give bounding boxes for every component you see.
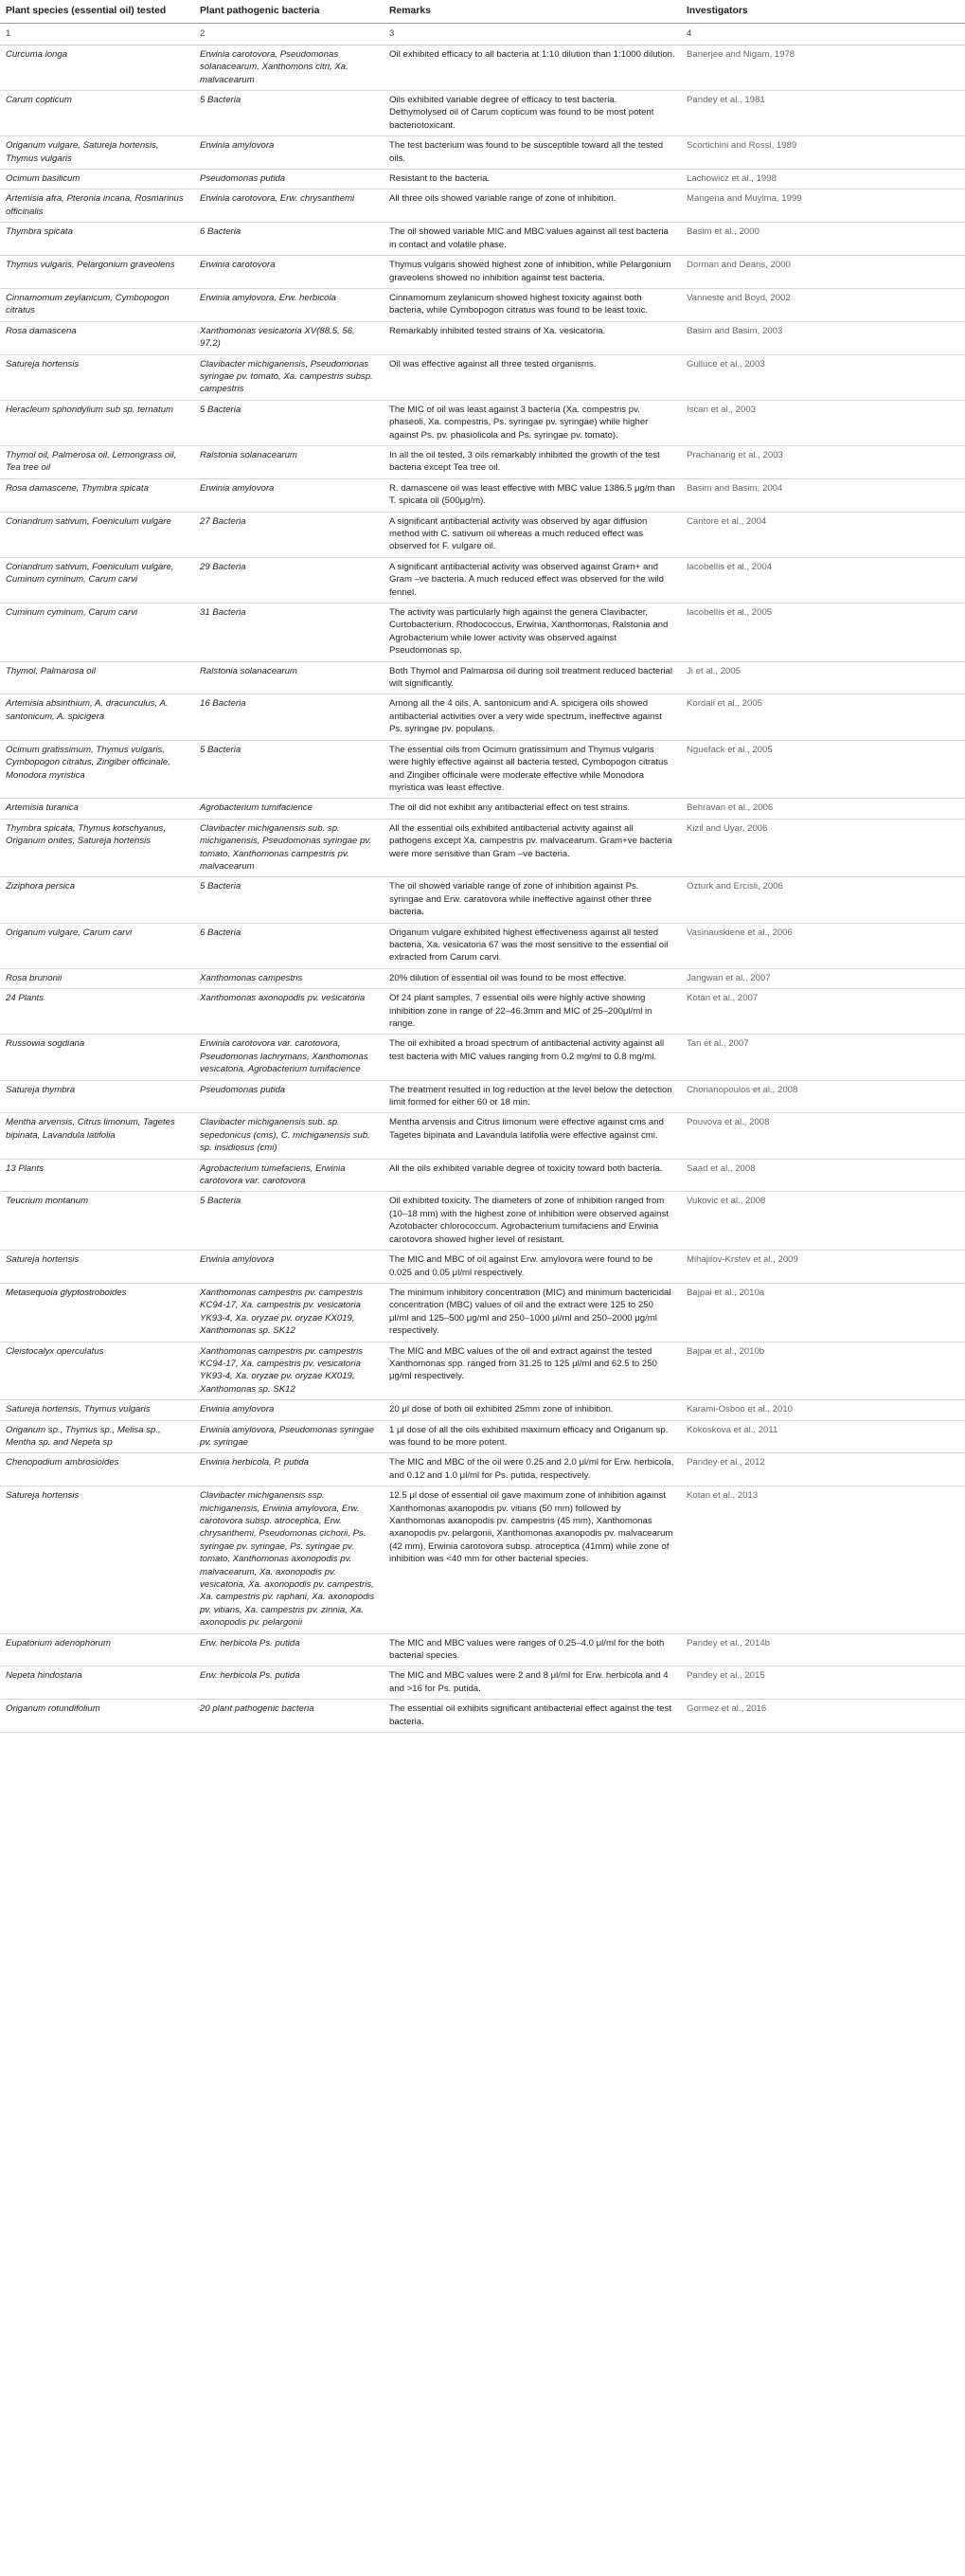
cell-plant-species: Nepeta hindostana	[0, 1666, 194, 1700]
cell-plant-species: Origanum vulgare, Carum carvi	[0, 923, 194, 968]
table-row	[0, 1420, 965, 1453]
cell-pathogenic-bacteria: Erwinia amylovora	[194, 478, 384, 512]
table-row	[0, 45, 965, 90]
cell-pathogenic-bacteria: Erwinia amylovora	[194, 1251, 384, 1284]
cell-plant-species: Carum copticum	[0, 91, 194, 136]
cell-investigators: Iacobellis et al., 2004	[681, 557, 965, 603]
cell-investigators: Banerjee and Nigam, 1978	[681, 45, 965, 90]
cell-investigators: Basim and Basim, 2004	[681, 478, 965, 512]
cell-plant-species: Origanum rotundifolium	[0, 1700, 194, 1733]
cell-plant-species: Origanum vulgare, Satureja hortensis, Thymus vulgaris	[0, 136, 194, 170]
table-row	[0, 288, 965, 321]
table-row	[0, 968, 965, 988]
table-row	[0, 1035, 965, 1080]
cell-investigators: Iscan et al., 2003	[681, 400, 965, 445]
cell-plant-species: Rosa brunonii	[0, 968, 194, 988]
cell-remarks: The test bacterium was found to be susceptible toward all the tested oils.	[384, 136, 681, 170]
table-row	[0, 923, 965, 968]
cell-investigators: Mihajilov-Krstev et al., 2009	[681, 1251, 965, 1284]
cell-pathogenic-bacteria: Erwinia amylovora	[194, 1400, 384, 1420]
table-row	[0, 478, 965, 512]
cell-remarks: The oil showed variable range of zone of inhibition against Ps. syringae and Erw. caratovora while ineffective against other three bacteria.	[384, 877, 681, 923]
table-row	[0, 256, 965, 289]
cell-remarks: The minimum inhibitory concentration (MIC) and minimum bactericidal concentration (MBC) values of oil and the extract were 125 to 250 μl/ml and 125–500 μg/ml and 250–1000 μl/ml and 250–2000 μg/ml respectively.	[384, 1283, 681, 1342]
cell-plant-species: Cinnamomum zeylanicum, Cymbopogon citratus	[0, 288, 194, 321]
cell-remarks: The oil exhibited a broad spectrum of antibacterial activity against all test bacteria with MIC values ranging from 0.2 mg/ml to 0.8 mg/ml.	[384, 1035, 681, 1080]
cell-investigators: Pandey et al., 2012	[681, 1453, 965, 1486]
header-investigators: Investigators	[681, 0, 965, 24]
table-row	[0, 1251, 965, 1284]
cell-plant-species: Artemisia turanica	[0, 799, 194, 819]
table-row	[0, 170, 965, 189]
cell-pathogenic-bacteria: 5 Bacteria	[194, 1192, 384, 1251]
cell-investigators: Mangena and Muyima, 1999	[681, 189, 965, 223]
cell-pathogenic-bacteria: Erwinia herbicola, P. putida	[194, 1453, 384, 1486]
cell-pathogenic-bacteria: 31 Bacteria	[194, 603, 384, 662]
table-row	[0, 661, 965, 694]
cell-remarks: All three oils showed variable range of zone of inhibition.	[384, 189, 681, 223]
cell-pathogenic-bacteria: 5 Bacteria	[194, 91, 384, 136]
cell-investigators: Gormez et al., 2016	[681, 1700, 965, 1733]
cell-investigators: Bajpai et al., 2010a	[681, 1283, 965, 1342]
cell-investigators: Vukovic et al., 2008	[681, 1192, 965, 1251]
cell-remarks: 12.5 μl dose of essential oil gave maximum zone of inhibition against Xanthomonas axanopodis pv. vitians (50 mm) followed by Xanthomonas axanopodis pv. campestris (45 mm), Xanthomonas axanopodis pv. pelargonii, Xanthomonas axanopodis pv. malvacearum (42 mm), Erwinia carotovora subsp. atroceptica (41mm) while zone of inhibition was <40 mm for other bacterial species.	[384, 1486, 681, 1633]
table-row	[0, 1192, 965, 1251]
cell-remarks: Both Thymol and Palmarosa oil during soil treatment reduced bacterial wilt significantly.	[384, 661, 681, 694]
cell-investigators: Tan et al., 2007	[681, 1035, 965, 1080]
cell-investigators: Lachowicz et al., 1998	[681, 170, 965, 189]
cell-plant-species: Rosa damascene, Thymbra spicata	[0, 478, 194, 512]
cell-investigators: Kotan et al., 2007	[681, 989, 965, 1035]
table-row	[0, 877, 965, 923]
cell-pathogenic-bacteria: Clavibacter michiganensis sub. sp. michiganensis, Pseudomonas syringae pv. tomato, Xanthomonas campestris pv. malvacearum	[194, 819, 384, 877]
table-row	[0, 1700, 965, 1733]
cell-investigators: Kokoskova et al., 2011	[681, 1420, 965, 1453]
cell-pathogenic-bacteria: Erwinia carotovora, Pseudomonas solanacearum, Xanthomons citri, Xa. malvacearum	[194, 45, 384, 90]
cell-remarks: 20 μl dose of both oil exhibited 25mm zone of inhibition.	[384, 1400, 681, 1420]
cell-investigators: Dorman and Deans, 2000	[681, 256, 965, 289]
cell-investigators: Ji et al., 2005	[681, 661, 965, 694]
cell-investigators: Vasinauskiene et al., 2006	[681, 923, 965, 968]
header-bacteria: Plant pathogenic bacteria	[194, 0, 384, 24]
cell-investigators: Kotan et al., 2013	[681, 1486, 965, 1633]
cell-pathogenic-bacteria: Xanthomonas campestris pv. campestris KC94-17, Xa. campestris pv. vesicatoria YK93-4, Xa. oryzae pv. oryzae KX019, Xanthomonas sp. SK12	[194, 1283, 384, 1342]
cell-investigators: Gulluce et al., 2003	[681, 354, 965, 400]
cell-plant-species: Teucrium montanum	[0, 1192, 194, 1251]
table-row	[0, 694, 965, 740]
cell-plant-species: Rosa damascena	[0, 321, 194, 354]
table-row	[0, 1633, 965, 1666]
cell-remarks: 1 μl dose of all the oils exhibited maximum efficacy and Origanum sp. was found to be more potent.	[384, 1420, 681, 1453]
cell-remarks: The essential oil exhibits significant antibacterial effect against the test bacteria.	[384, 1700, 681, 1733]
cell-pathogenic-bacteria: Agrobacterium tumefaciens, Erwinia carotovora var. carotovora	[194, 1159, 384, 1192]
table-row	[0, 1342, 965, 1400]
cell-investigators: Karami-Osboo et al., 2010	[681, 1400, 965, 1420]
table-row	[0, 354, 965, 400]
cell-pathogenic-bacteria: Xanthomonas campestris pv. campestris KC94-17, Xa. campestris pv. vesicatoria YK93-4, Xa. oryzae pv. oryzae KX019, Xanthomonas sp. SK12	[194, 1342, 384, 1400]
cell-investigators: Saad et al., 2008	[681, 1159, 965, 1192]
cell-plant-species: Thymbra spicata, Thymus kotschyanus, Origanum onites, Satureja hortensis	[0, 819, 194, 877]
cell-investigators: Pandey et al., 1981	[681, 91, 965, 136]
cell-remarks: Mentha arvensis and Citrus limonum were effective against cms and Tagetes bipinata and Lavandula latifolia were effective against cmi.	[384, 1113, 681, 1159]
cell-pathogenic-bacteria: Clavibacter michiganensis, Pseudomonas syringae pv. tomato, Xa. campestris subsp. campestris	[194, 354, 384, 400]
table-row	[0, 400, 965, 445]
column-number-row	[0, 24, 965, 45]
cell-plant-species: Chenopodium ambrosioides	[0, 1453, 194, 1486]
cell-plant-species: Thymus vulgaris, Pelargonium graveolens	[0, 256, 194, 289]
cell-remarks: The oil showed variable MIC and MBC values against all test bacteria in contact and volatile phase.	[384, 223, 681, 256]
cell-remarks: Origanum vulgare exhibited highest effectiveness against all tested bacteria, Xa. vesicatoria 67 was the most sensitive to the essential oil extracted from Carum carvi.	[384, 923, 681, 968]
cell-remarks: The MIC and MBC values of the oil and extract against the tested Xanthomonas spp. ranged from 31.25 to 125 μl/ml and 62.5 to 250 μg/ml respectively.	[384, 1342, 681, 1400]
cell-pathogenic-bacteria: Erw. herbicola Ps. putida	[194, 1666, 384, 1700]
table-row	[0, 989, 965, 1035]
cell-plant-species: Satureja hortensis	[0, 1251, 194, 1284]
table-row	[0, 557, 965, 603]
table-row	[0, 603, 965, 662]
column-number: 1	[0, 24, 194, 45]
table-row	[0, 321, 965, 354]
cell-plant-species: 24 Plants	[0, 989, 194, 1035]
cell-plant-species: Thymbra spicata	[0, 223, 194, 256]
table-row	[0, 1283, 965, 1342]
cell-investigators: Ozturk and Ercisli, 2006	[681, 877, 965, 923]
cell-remarks: Thymus vulgaris showed highest zone of inhibition, while Pelargonium graveolens showed no inhibition against test bacteria.	[384, 256, 681, 289]
cell-remarks: The MIC and MBC of oil against Erw. amylovora were found to be 0.025 and 0.05 μl/ml respectively.	[384, 1251, 681, 1284]
cell-remarks: The treatment resulted in log reduction at the level below the detection limit formed for either 60 or 18 min.	[384, 1080, 681, 1113]
table-row	[0, 1113, 965, 1159]
cell-investigators: Bajpai et al., 2010b	[681, 1342, 965, 1400]
table-row	[0, 189, 965, 223]
cell-pathogenic-bacteria: Pseudomonas putida	[194, 170, 384, 189]
cell-pathogenic-bacteria: Clavibacter michiganensis sub. sp. sepedonicus (cms), C. michiganensis sub. sp. insidiosus (cmi)	[194, 1113, 384, 1159]
cell-pathogenic-bacteria: Ralstonia solanacearum	[194, 661, 384, 694]
cell-remarks: The MIC and MBC of the oil were 0.25 and 2.0 μl/ml for Erw. herbicola, and 0.12 and 1.0 μl/ml for Ps. putida, respectively.	[384, 1453, 681, 1486]
cell-remarks: All the essential oils exhibited antibacterial activity against all pathogens except Xa. campestris pv. malvacearum. Gram+ve bacteria were more sensitive than Gram –ve bacteria.	[384, 819, 681, 877]
cell-pathogenic-bacteria: 5 Bacteria	[194, 400, 384, 445]
cell-remarks: All the oils exhibited variable degree of toxicity toward both bacteria.	[384, 1159, 681, 1192]
cell-remarks: Among all the 4 oils, A. santonicum and A. spicigera oils showed antibacterial activities over a very wide spectrum, ineffective against Ps. syringae pv. populans.	[384, 694, 681, 740]
table-row	[0, 740, 965, 799]
cell-pathogenic-bacteria: Ralstonia solanacearum	[194, 445, 384, 478]
cell-pathogenic-bacteria: 20 plant pathogenic bacteria	[194, 1700, 384, 1733]
cell-pathogenic-bacteria: Erwinia amylovora	[194, 136, 384, 170]
cell-remarks: A significant antibacterial activity was observed by agar diffusion method with C. sativum oil whereas a much reduced effect was observed for F. vulgare oil.	[384, 512, 681, 557]
table-row	[0, 1159, 965, 1192]
cell-pathogenic-bacteria: Xanthomonas axonopodis pv. vesicatoria	[194, 989, 384, 1035]
cell-investigators: Pandey et al., 2015	[681, 1666, 965, 1700]
table-row	[0, 1453, 965, 1486]
cell-plant-species: Satureja hortensis	[0, 354, 194, 400]
cell-pathogenic-bacteria: 16 Bacteria	[194, 694, 384, 740]
cell-pathogenic-bacteria: 6 Bacteria	[194, 923, 384, 968]
cell-investigators: Kordali et al., 2005	[681, 694, 965, 740]
cell-pathogenic-bacteria: Xanthomonas campestris	[194, 968, 384, 988]
cell-remarks: The MIC and MBC values were 2 and 8 μl/ml for Erw. herbicola and 4 and >16 for Ps. putida.	[384, 1666, 681, 1700]
cell-remarks: The oil did not exhibit any antibacterial effect on test strains.	[384, 799, 681, 819]
cell-remarks: 20% dilution of essential oil was found to be most effective.	[384, 968, 681, 988]
cell-pathogenic-bacteria: Erwinia carotovora, Erw. chrysanthemi	[194, 189, 384, 223]
cell-remarks: The essential oils from Ocimum gratissimum and Thymus vulgaris were highly effective against all bacteria tested, Cymbopogon citratus and Zingiber officinale were moderate effective while Monodora myristica was least effective.	[384, 740, 681, 799]
cell-remarks: The MIC of oil was least against 3 bacteria (Xa. compestris pv. phaseoli, Xa. compestris, Ps. syringae pv. syringae) while higher against Ps. pv. phasiolicola and Ps. syringae pv. tomato).	[384, 400, 681, 445]
cell-plant-species: Satureja hortensis	[0, 1486, 194, 1633]
cell-plant-species: Ziziphora persica	[0, 877, 194, 923]
cell-remarks: The activity was particularly high against the genera Clavibacter, Curtobacterium, Rhodococcus, Erwinia, Xanthomonas, Ralstonia and Agrobacterium while lower activity was observed against Pseudomonas sp.	[384, 603, 681, 662]
cell-pathogenic-bacteria: 29 Bacteria	[194, 557, 384, 603]
cell-plant-species: Artemisia afra, Pteronia incana, Rosmarinus officinalis	[0, 189, 194, 223]
header-remarks: Remarks	[384, 0, 681, 24]
cell-remarks: Oil was effective against all three tested organisms.	[384, 354, 681, 400]
cell-plant-species: Ocimum gratissimum, Thymus vulgaris, Cymbopogon citratus, Zingiber officinale, Monodora myristica	[0, 740, 194, 799]
cell-remarks: Oils exhibited variable degree of efficacy to test bacteria. Dethymolysed oil of Carum copticum was found to be most potent bacteriotoxicant.	[384, 91, 681, 136]
cell-remarks: In all the oil tested, 3 oils remarkably inhibited the growth of the test bacteria except Tea tree oil.	[384, 445, 681, 478]
cell-investigators: Basim and Basim, 2003	[681, 321, 965, 354]
cell-plant-species: Cuminum cyminum, Carum carvi	[0, 603, 194, 662]
cell-plant-species: Russowia sogdiana	[0, 1035, 194, 1080]
table-row	[0, 445, 965, 478]
cell-investigators: Pouvova et al., 2008	[681, 1113, 965, 1159]
table-body	[0, 45, 965, 1732]
cell-pathogenic-bacteria: Erw. herbicola Ps. putida	[194, 1633, 384, 1666]
cell-investigators: Prachanang et al., 2003	[681, 445, 965, 478]
table-row	[0, 819, 965, 877]
table-row	[0, 799, 965, 819]
cell-plant-species: Satureja hortensis, Thymus vulgaris	[0, 1400, 194, 1420]
cell-investigators: Vanneste and Boyd, 2002	[681, 288, 965, 321]
cell-investigators: Jangwan et al., 2007	[681, 968, 965, 988]
table-row	[0, 1666, 965, 1700]
cell-investigators: Basim et al., 2000	[681, 223, 965, 256]
header-row	[0, 0, 965, 24]
cell-pathogenic-bacteria: Xanthomonas vesicatoria XV(88.5, 56, 97.2)	[194, 321, 384, 354]
cell-remarks: Remarkably inhibited tested strains of Xa. vesicatoria.	[384, 321, 681, 354]
cell-remarks: Resistant to the bacteria.	[384, 170, 681, 189]
cell-remarks: The MIC and MBC values were ranges of 0.25–4.0 μl/ml for the both bacterial species.	[384, 1633, 681, 1666]
cell-plant-species: Thymol, Palmarosa oil	[0, 661, 194, 694]
cell-plant-species: Origanum sp., Thymus sp., Melisa sp., Mentha sp. and Nepeta sp	[0, 1420, 194, 1453]
cell-plant-species: 13 Plants	[0, 1159, 194, 1192]
table-row	[0, 1400, 965, 1420]
cell-remarks: R. damascene oil was least effective with MBC value 1386.5 μg/m than T. spicata oil (500μg/m).	[384, 478, 681, 512]
cell-remarks: Cinnamomum zeylanicum showed highest toxicity against both bacteria, while Cymbopogon citratus was found to be least toxic.	[384, 288, 681, 321]
cell-pathogenic-bacteria: Pseudomonas putida	[194, 1080, 384, 1113]
cell-pathogenic-bacteria: 5 Bacteria	[194, 877, 384, 923]
cell-pathogenic-bacteria: Erwinia carotovora var. carotovora, Pseudomonas lachrymans, Xanthomonas vesicatoria, Agrobacterium tumifacience	[194, 1035, 384, 1080]
cell-plant-species: Coriandrum sativum, Foeniculum vulgare, Cuminum cyminum, Carum carvi	[0, 557, 194, 603]
cell-investigators: Pandey et al., 2014b	[681, 1633, 965, 1666]
cell-plant-species: Ocimum basilicum	[0, 170, 194, 189]
table-row	[0, 136, 965, 170]
cell-remarks: Of 24 plant samples, 7 essential oils were highly active showing inhibition zone in range of 22–46.3mm and MIC of 25–200μl/ml in range.	[384, 989, 681, 1035]
column-number: 2	[194, 24, 384, 45]
cell-pathogenic-bacteria: Clavibacter michiganensis ssp. michiganensis, Erwinia amylovora, Erw. carotovora subsp. atroceptica, Erw. chrysanthemi, Pseudomonas cichorii, Ps. syringae pv. syringae, Ps. syringae pv. tomato, Xanthomonas axonopodis pv. malvacearum, Xa. axonopodis pv. vesicatoria, Xa. axonopodis pv. campestris, Xa. campestris pv. raphani, Xa. axonopodis pv. vitians, Xa. campestris pv. zinnia, Xa. axonopodis pv. pelargonii	[194, 1486, 384, 1633]
cell-remarks: Oil exhibited toxicity. The diameters of zone of inhibition ranged from (10–18 mm) with the highest zone of inhibition were observed against Azotobacter chlorococcum. Agrobacterium tumifaciens and Erwinia carotovora showed higher level of resistant.	[384, 1192, 681, 1251]
table-row	[0, 1080, 965, 1113]
cell-investigators: Kizil and Uyar, 2006	[681, 819, 965, 877]
cell-investigators: Nguefack et al., 2005	[681, 740, 965, 799]
table-row	[0, 223, 965, 256]
cell-plant-species: Cleistocalyx operculatus	[0, 1342, 194, 1400]
cell-plant-species: Heracleum sphondylium sub sp. ternatum	[0, 400, 194, 445]
cell-remarks: Oil exhibited efficacy to all bacteria at 1:10 dilution than 1:1000 dilution.	[384, 45, 681, 90]
cell-pathogenic-bacteria: 6 Bacteria	[194, 223, 384, 256]
table-row	[0, 1486, 965, 1633]
cell-plant-species: Curcuma longa	[0, 45, 194, 90]
column-number: 4	[681, 24, 965, 45]
cell-investigators: Behravan et al., 2006	[681, 799, 965, 819]
cell-remarks: A significant antibacterial activity was observed against Gram+ and Gram –ve bacteria. A much reduced effect was observed for the wild fennel.	[384, 557, 681, 603]
cell-pathogenic-bacteria: Erwinia amylovora, Erw. herbicola	[194, 288, 384, 321]
cell-plant-species: Mentha arvensis, Citrus limonum, Tagetes bipinata, Lavandula latifolia	[0, 1113, 194, 1159]
cell-investigators: Chorianopoulos et al., 2008	[681, 1080, 965, 1113]
header-species: Plant species (essential oil) tested	[0, 0, 194, 24]
cell-pathogenic-bacteria: Erwinia carotovora	[194, 256, 384, 289]
cell-plant-species: Eupatorium adenophorum	[0, 1633, 194, 1666]
table-row	[0, 512, 965, 557]
cell-plant-species: Thymol oil, Palmerosa oil, Lemongrass oil, Tea tree oil	[0, 445, 194, 478]
cell-pathogenic-bacteria: Erwinia amylovora, Pseudomonas syringae pv. syringae	[194, 1420, 384, 1453]
cell-plant-species: Metasequoia glyptostroboides	[0, 1283, 194, 1342]
cell-investigators: Cantore et al., 2004	[681, 512, 965, 557]
cell-pathogenic-bacteria: 27 Bacteria	[194, 512, 384, 557]
cell-plant-species: Coriandrum sativum, Foeniculum vulgare	[0, 512, 194, 557]
cell-investigators: Scortichini and Rossi, 1989	[681, 136, 965, 170]
cell-pathogenic-bacteria: 5 Bacteria	[194, 740, 384, 799]
cell-plant-species: Artemisia absinthium, A. dracunculus, A. santonicum, A. spicigera	[0, 694, 194, 740]
cell-pathogenic-bacteria: Agrobacterium tumifacience	[194, 799, 384, 819]
cell-investigators: Iacobellis et al., 2005	[681, 603, 965, 662]
cell-plant-species: Satureja thymbra	[0, 1080, 194, 1113]
table-row	[0, 91, 965, 136]
column-number: 3	[384, 24, 681, 45]
